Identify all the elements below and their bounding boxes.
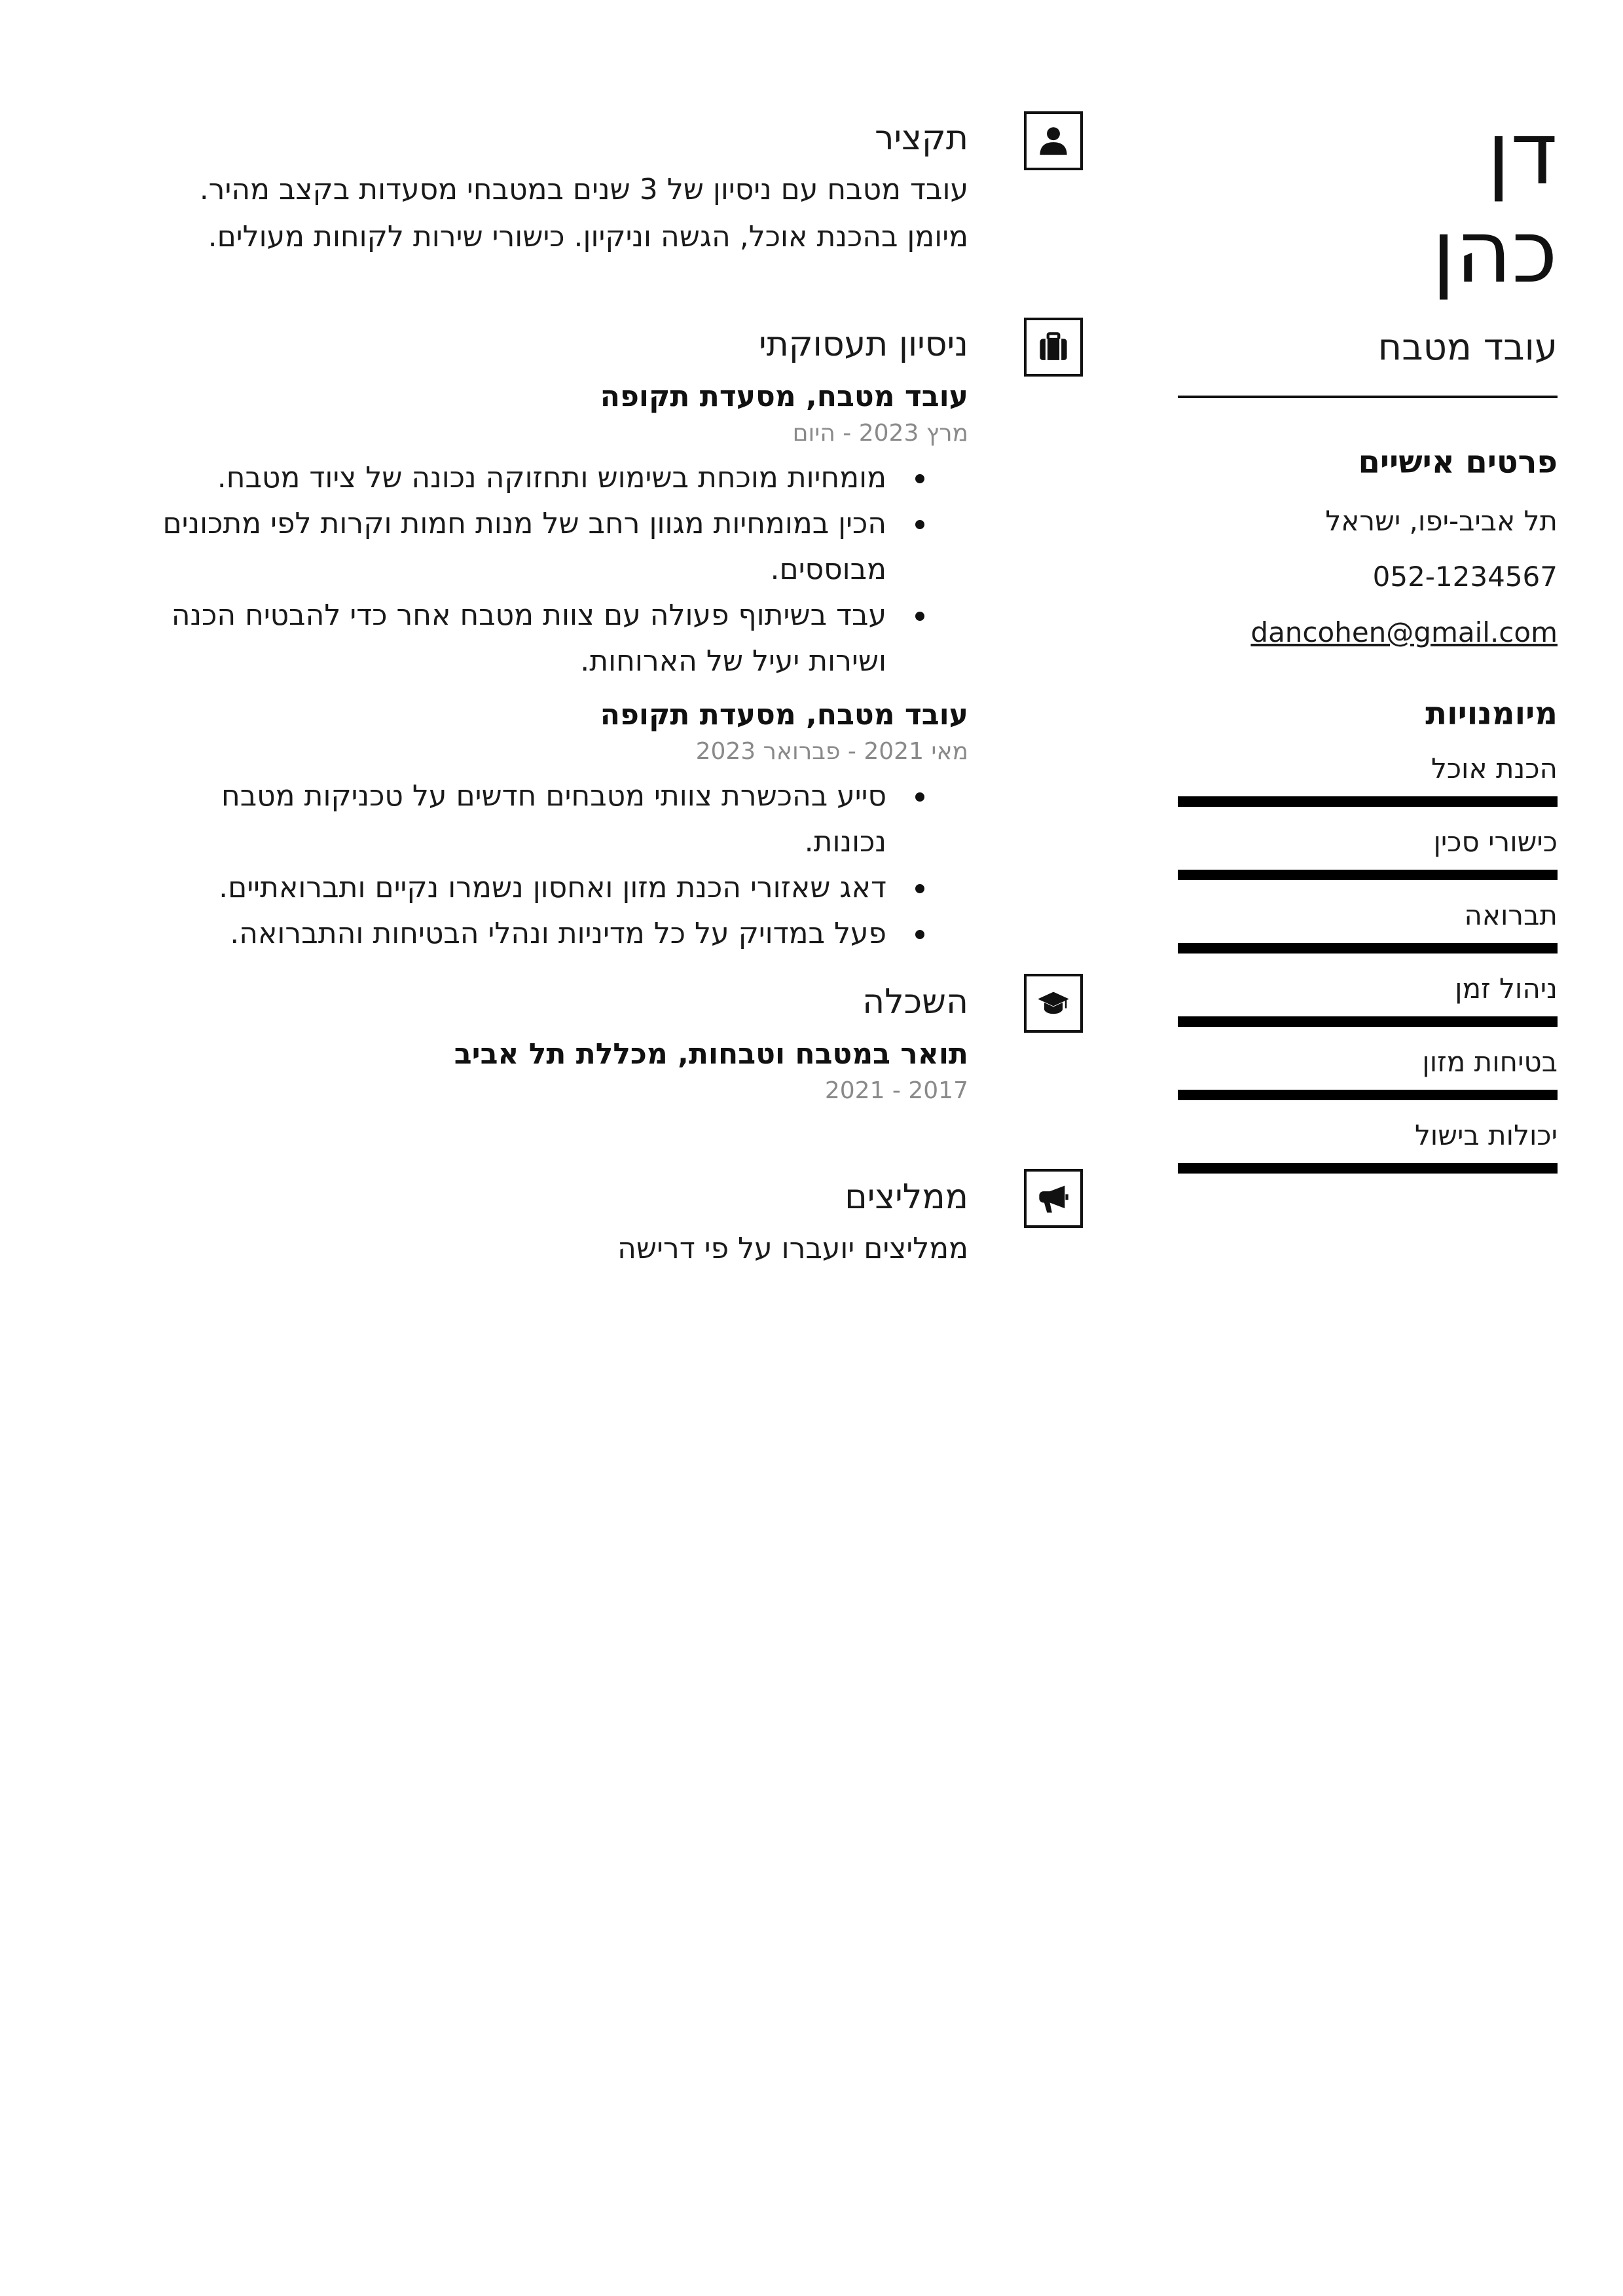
name-divider [1178,396,1558,398]
summary-section [130,117,968,261]
personal-details-heading: פרטים אישיים [1358,444,1558,481]
skill-item [1178,897,1558,954]
education-section [130,980,968,1106]
skill-label: תברואה [1464,899,1558,931]
skill-item [1178,1117,1558,1174]
skill-bar-fill [1178,1016,1558,1027]
skill-bar [1178,1016,1558,1027]
skill-bar-fill [1178,796,1558,807]
experience-title: ניסיון תעסוקתי [758,325,968,364]
job-title: עובד מטבח, מסעדת תקופה [600,698,968,731]
experience-icon-box [1024,318,1083,377]
references-title: ממליצים [845,1177,968,1217]
user-icon [1036,124,1070,158]
skill-label: בטיחות מזון [1422,1046,1558,1078]
skill-bar [1178,1090,1558,1100]
education-icon-box [1024,974,1083,1033]
sidebar [1178,105,1558,1174]
job-entry [130,696,968,957]
phone: 052-1234567 [1372,561,1558,593]
email-link[interactable]: dancohen@gmail.com [1250,616,1558,648]
job-bullet: הכין במומחיות מגוון רחב של מנות חמות וקרות לפי מתכונים מבוססים. [130,501,886,593]
job-bullet: מומחיות מוכחת בשימוש ותחזוקה נכונה של ציוד מטבח. [130,455,886,501]
experience-section [130,323,968,957]
summary-text: עובד מטבח עם ניסיון של 3 שנים במטבחי מסעדות בקצב מהיר. מיומן בהכנת אוכל, הגשה וניקיון. כישורי שירות לקוחות מעולים. [199,173,968,253]
skill-item [1178,750,1558,807]
education-degree: תואר במטבח וטבחות, מכללת תל אביב [454,1037,968,1071]
job-bullet: פעל במדויק על כל מדיניות ונהלי הבטיחות והתברואה. [130,911,886,957]
references-text: ממליצים יועברו על פי דרישה [617,1232,968,1265]
skill-item [1178,971,1558,1027]
skill-bar-fill [1178,870,1558,880]
job-dates: מאי 2021 - פברואר 2023 [695,738,968,765]
skills-list [1178,750,1558,1174]
skill-bar-fill [1178,943,1558,954]
education-title: השכלה [862,982,968,1022]
summary-icon-box [1024,111,1083,170]
skills-heading: מיומנויות [1425,695,1558,732]
skill-label: יכולות בישול [1414,1119,1558,1151]
references-icon-box [1024,1169,1083,1228]
job-title: עובד מטבח, מסעדת תקופה [600,380,968,413]
skill-label: כישורי סכין [1433,826,1558,858]
skill-bar [1178,796,1558,807]
skill-item [1178,824,1558,880]
education-dates: 2017 - 2021 [824,1077,968,1104]
job-bullet: עבד בשיתוף פעולה עם צוות מטבח אחר כדי להבטיח הכנה ושירות יעיל של הארוחות. [130,593,886,684]
job-bullet: דאג שאזורי הכנת מזון ואחסון נשמרו נקיים ותברואתיים. [130,865,886,911]
first-name: דן [1486,103,1558,204]
skill-label: הכנת אוכל [1431,752,1558,785]
summary-title: תקציר [875,119,968,158]
job-title: עובד מטבח [1377,326,1558,369]
job-dates: מרץ 2023 - היום [792,420,968,447]
skill-label: ניהול זמן [1455,972,1558,1005]
location: תל אביב-יפו, ישראל [1325,505,1558,537]
briefcase-icon [1036,330,1070,364]
skill-bar-fill [1178,1163,1558,1174]
last-name: כהן [1431,202,1558,303]
skill-bar [1178,870,1558,880]
skill-item [1178,1044,1558,1100]
job-bullets [130,455,968,684]
job-entry [130,378,968,684]
skill-bar [1178,1163,1558,1174]
skill-bar [1178,943,1558,954]
graduation-cap-icon [1036,986,1070,1020]
job-bullet: סייע בהכשרת צוותי מטבחים חדשים על טכניקות מטבח נכונות. [130,773,886,865]
megaphone-icon [1036,1181,1070,1215]
references-section [130,1176,968,1272]
skill-bar-fill [1178,1090,1558,1100]
job-bullets [130,773,968,957]
